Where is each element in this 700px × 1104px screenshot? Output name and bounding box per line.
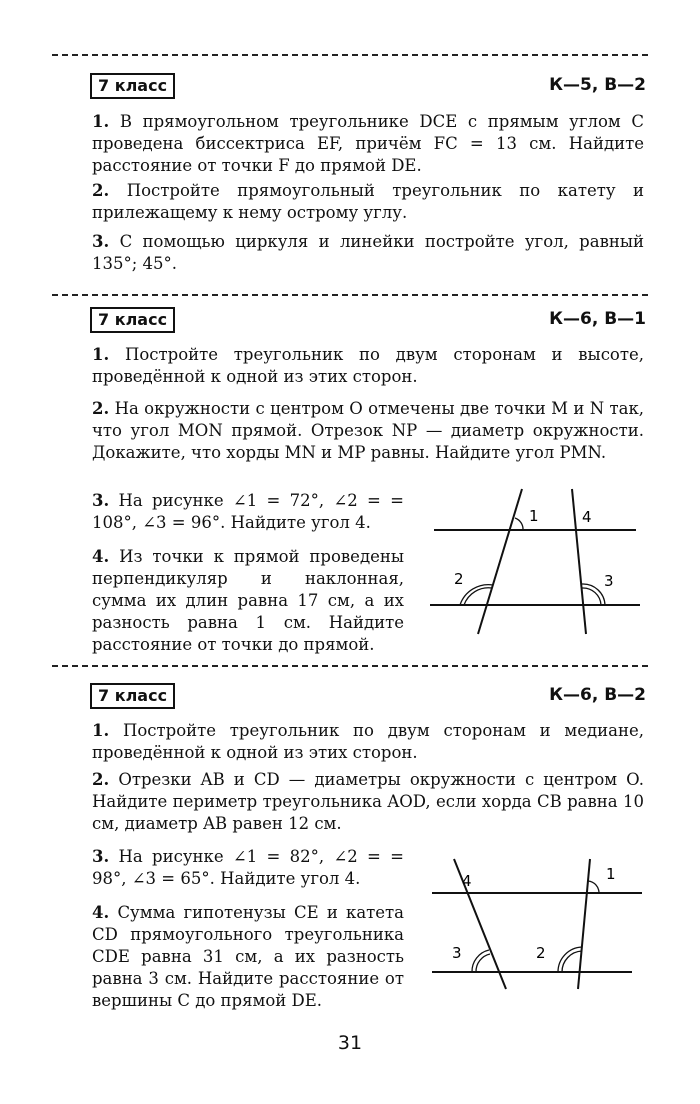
page-number: 31 (337, 1032, 363, 1054)
angle-1-arc (588, 881, 599, 893)
section-header (90, 73, 646, 99)
task-item: 2. Постройте прямоугольный треугольник по катету и прилежащему к нему острому углу. (92, 181, 644, 222)
section-header (90, 683, 646, 709)
angle-3-arc (472, 950, 489, 972)
angle-label: 2 (536, 944, 546, 962)
angle-label: 4 (462, 872, 472, 890)
angle-label: 3 (604, 572, 614, 590)
task-item: 4. Сумма гипотенузы CE и катета CD прямоугольного треугольника CDE равна 31 см, а их разность равна 3 см. Найдите расстояние от вершины C до прямой DE. (92, 903, 405, 1010)
task-item: 3. На рисунке ∠1 = 82°, ∠2 = = 98°, ∠3 = 65°. Найдите угол 4. (92, 847, 404, 888)
variant-label: К—6, В—2 (549, 685, 646, 705)
section-separator (52, 665, 648, 667)
grade-label: 7 класс (90, 73, 175, 99)
angle-label: 3 (452, 944, 462, 962)
task-item: 1. В прямоугольном треугольнике DCE с прямым углом C проведена биссектриса EF, причём FC = 13 см. Найдите расстояние от точки F до прямой DE. (92, 112, 644, 175)
angle-3-arc (582, 584, 605, 605)
task-item: 1. Постройте треугольник по двум сторонам и медиане, проведённой к одной из этих сторон. (92, 721, 644, 762)
grade-label: 7 класс (90, 683, 175, 709)
angle-1-arc (515, 518, 523, 530)
variant-label: К—6, В—1 (549, 309, 646, 329)
geometry-figure (426, 855, 648, 995)
task-item: 3. На рисунке ∠1 = 72°, ∠2 = = 108°, ∠3 = 96°. Найдите угол 4. (92, 491, 404, 532)
section-separator (52, 54, 648, 56)
transversal-right (578, 859, 590, 989)
task-item: 3. С помощью циркуля и линейки постройте угол, равный 135°; 45°. (92, 232, 644, 273)
angle-label: 2 (454, 570, 464, 588)
transversal-left (478, 489, 522, 634)
task-item: 2. На окружности с центром O отмечены две точки M и N так, что угол MON прямой. Отрезок NP — диаметр окружности. Докажите, что хорды MN и MP равны. Найдите угол PMN. (92, 399, 645, 462)
angle-label: 1 (606, 865, 616, 883)
task-item: 4. Из точки к прямой проведены перпендикуляр и наклонная, сумма их длин равна 17 см, а их разность равна 1 см. Найдите расстояние от точки до прямой. (92, 547, 404, 654)
grade-label: 7 класс (90, 307, 175, 333)
angle-2-arc (558, 947, 582, 972)
geometry-figure (426, 484, 646, 639)
section-header (90, 307, 646, 333)
variant-label: К—5, В—2 (549, 75, 646, 95)
angle-label: 1 (529, 507, 539, 525)
task-item: 2. Отрезки AB и CD — диаметры окружности с центром O. Найдите периметр треугольника AOD, если хорда CB равна 10 см, диаметр AB равен 12 см. (92, 770, 644, 833)
section-separator (52, 294, 648, 296)
task-item: 1. Постройте треугольник по двум сторонам и высоте, проведённой к одной из этих сторон. (92, 345, 645, 386)
angle-label: 4 (582, 508, 592, 526)
